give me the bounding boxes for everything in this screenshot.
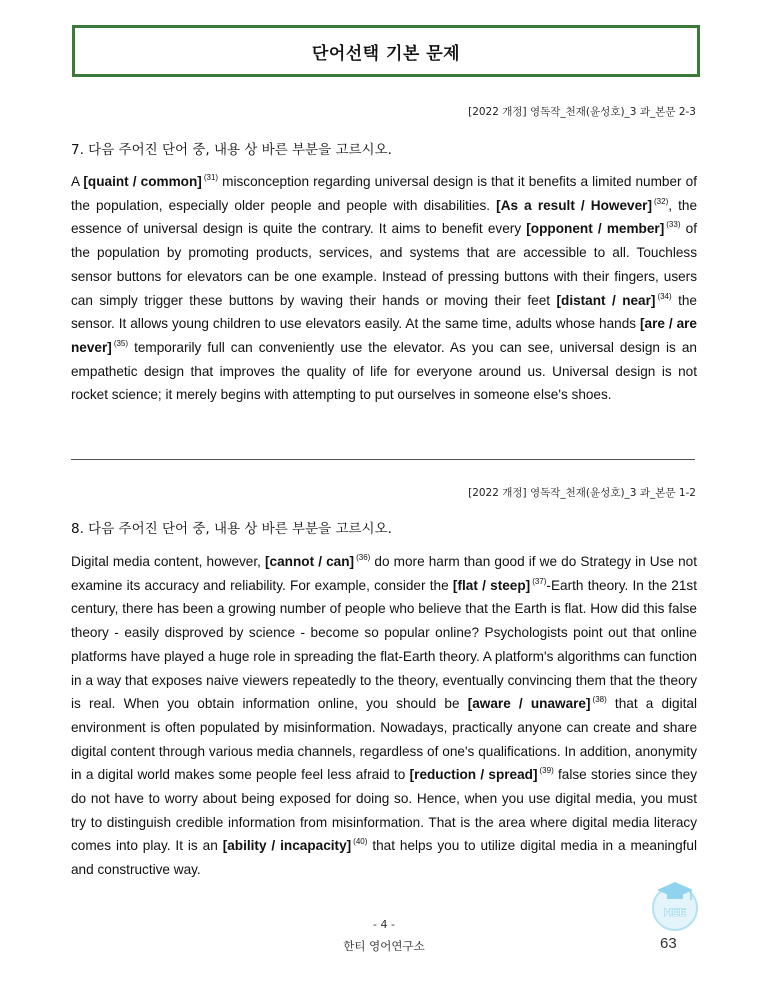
blank-number: (36) (356, 553, 371, 562)
page-label: - 4 - (373, 918, 395, 931)
answer-choice: [reduction / spread] (409, 767, 538, 783)
page-number: 63 (660, 935, 677, 952)
blank-number: (39) (539, 766, 554, 776)
answer-choice: [ability / incapacity] (222, 838, 352, 854)
blank-number: (31) (203, 173, 219, 182)
passage-text: , the essence of universal design is quite the contrary. It aims to benefit every (71, 197, 698, 237)
blank-number: (32) (654, 196, 669, 206)
answer-choice: [are / are never] (71, 316, 697, 355)
q7-passage (71, 170, 697, 407)
org-name: 한티 영어연구소 (343, 939, 425, 953)
answer-choice: [opponent / member] (526, 221, 665, 237)
passage-text: that helps you to utilize digital media in a meaningful and constructive way. (71, 838, 697, 878)
divider (71, 459, 695, 460)
passage-text: that a digital environment is often populated by misinformation. Nowadays, practically anyone can create and share digital content through various media channels, regardless of one's qualifications. In addition, anonymity in a digital world makes some people feel less afraid to (71, 696, 697, 783)
answer-choice: [As a result / However] (496, 197, 652, 213)
q8-title: 8. 다음 주어진 단어 중, 내용 상 바른 부분을 고르시오. (71, 521, 392, 537)
passage-text: misconception regarding universal design is that it benefits a limited number of the population, especially older people and people with disabilities. (71, 174, 698, 213)
passage-text: false stories since they do not have to worry about being exposed for doing so. Hence, when you use digital media, you must try to distinguish credible information from misinformation. That is the area where digital media literacy comes into play. It is an (71, 767, 697, 854)
logo-text: HEE (663, 907, 687, 919)
blank-number: (35) (113, 338, 129, 348)
q7-source: [2022 개정] 영독작_천재(윤성호)_3 과_본문 2-3 (468, 106, 696, 118)
answer-choice: [quaint / common] (83, 174, 202, 189)
blank-number: (38) (592, 695, 607, 705)
passage-text: temporarily full can conveniently use the elevator. As you can see, universal design is an empathetic design that improves the quality of life for everyone around us. Universal design is not rocket science; it merely begins with attempting to put ourselves in someone else's shoes. (71, 339, 697, 403)
title-box (72, 25, 700, 77)
hee-logo (648, 878, 702, 932)
answer-choice: [flat / steep] (452, 577, 531, 593)
q8-passage (71, 550, 697, 882)
page-title: 단어선택 기본 문제 (311, 43, 461, 64)
answer-choice: [distant / near] (556, 292, 656, 308)
passage-text: Digital media content, however, (71, 554, 266, 569)
passage-text: A (71, 174, 84, 189)
passage-text: the sensor. It allows young children to use elevators easily. At the same time, adults whose hands (71, 292, 697, 332)
answer-choice: [aware / unaware] (467, 696, 591, 712)
q8-source: [2022 개정] 영독작_천재(윤성호)_3 과_본문 1-2 (468, 487, 696, 499)
answer-choice: [cannot / can] (265, 554, 355, 569)
blank-number: (33) (666, 220, 681, 230)
passage-text: of the population by promoting products, services, and systems that are accessible to all. Touchless sensor buttons for elevators can be one example. Instead of pressing buttons with their fingers, users can simply trigger these buttons by waving their hands or moving their feet (71, 221, 697, 308)
blank-number: (34) (657, 291, 672, 301)
passage-text: -Earth theory. In the 21st century, there has been a growing number of people who believe that the Earth is flat. How did this false theory - easily disproved by science - become so popular online? Psychologists point out that online platforms have played a huge role in spreading the flat-Earth theory. A platform's algorithms can function in a way that exposes naive viewers repeatedly to the theory, eventually convincing them that the theory is real. When you obtain information online, you should be (71, 577, 697, 712)
passage-text: do more harm than good if we do Strategy in Use not examine its accuracy and reliability. For example, consider the (71, 554, 697, 593)
q7-title: 7. 다음 주어진 단어 중, 내용 상 바른 부분을 고르시오. (71, 142, 392, 158)
blank-number: (37) (532, 576, 547, 586)
blank-number: (40) (353, 837, 368, 847)
